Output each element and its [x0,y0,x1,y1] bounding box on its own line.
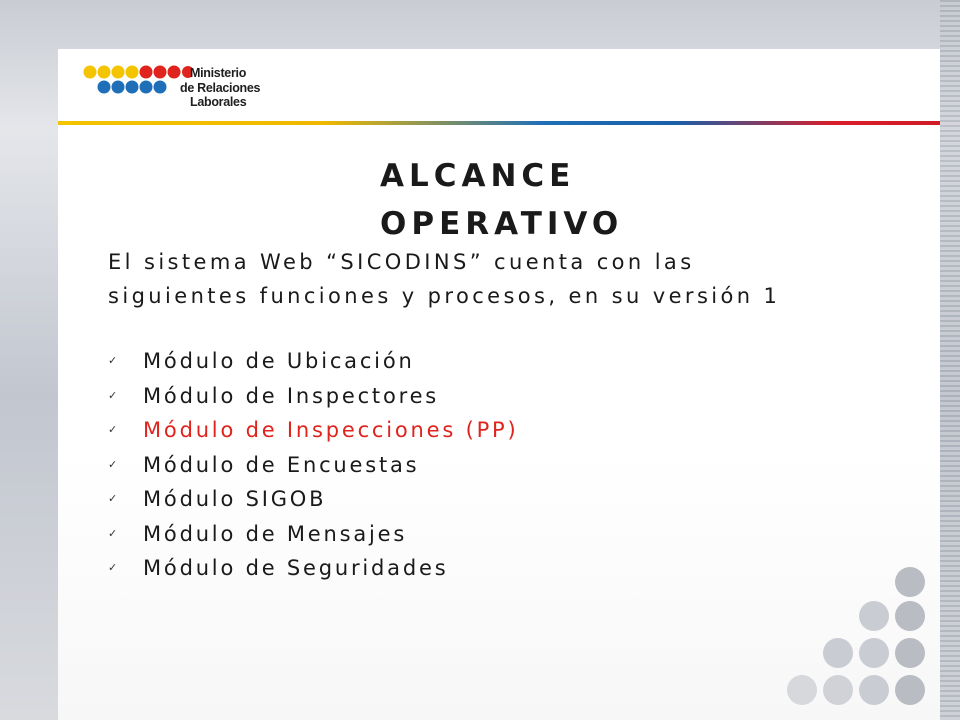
tricolor-divider [58,121,940,125]
check-icon: ✓ [108,388,118,402]
check-icon: ✓ [108,492,118,505]
check-icon: ✓ [108,561,118,574]
title-line-2: OPERATIVO [380,206,624,242]
list-item [108,379,519,414]
list-item-highlighted [108,413,519,448]
list-item-label: Módulo de Ubicación [143,349,415,373]
logo-line-2: de Relaciones [180,80,261,95]
check-icon: ✓ [108,526,118,540]
background-stripes [940,0,960,720]
list-item-label: Módulo SIGOB [143,487,327,511]
logo-wordmark [180,66,261,110]
intro-line-2: siguientes funciones y procesos, en su versión 1 [108,284,781,308]
ministry-logo [82,62,282,117]
logo-line-1: Ministerio [190,66,247,80]
list-item-label: Módulo de Encuestas [143,452,420,477]
check-icon: ✓ [108,457,118,471]
list-item-label: Módulo de Seguridades [143,556,449,580]
list-item [108,482,519,517]
title-line-1: ALCANCE [380,158,576,194]
list-item-label: Módulo de Inspecciones (PP) [143,418,519,442]
logo-line-3: Laborales [190,95,247,109]
slide-title [380,152,623,248]
intro-line-1: El sistema Web “SICODINS” cuenta con las [108,250,695,274]
intro-paragraph [108,245,908,313]
list-item-label: Módulo de Mensajes [143,521,408,546]
list-item [108,551,519,586]
check-icon: ✓ [108,423,118,436]
logo-dots-icon [82,62,192,102]
list-item [108,344,519,379]
list-item [108,448,519,483]
list-item-label: Módulo de Inspectores [143,383,440,408]
list-item [108,517,519,552]
decorative-dots-icon [780,560,940,720]
check-icon: ✓ [108,354,118,367]
module-list [108,344,519,586]
